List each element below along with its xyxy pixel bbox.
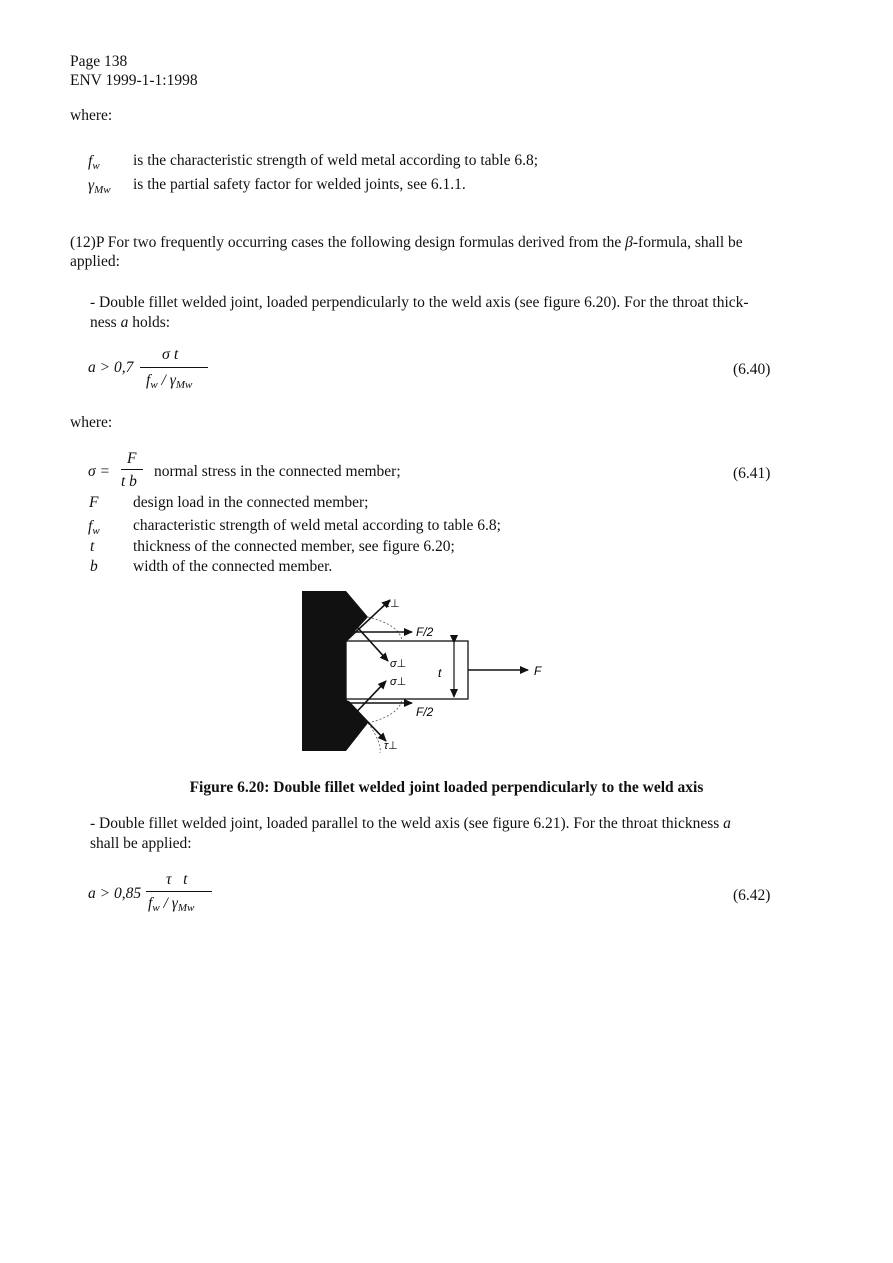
label-f2-top: F/2 (416, 625, 434, 639)
symbol-fw-2: $f_w$ (88, 518, 100, 537)
sigma-lhs: σ = (88, 463, 110, 480)
symbol-b: b (90, 558, 98, 575)
eq641-number: (6.41) (733, 465, 771, 482)
where-label-2: where: (70, 414, 113, 431)
label-tau-top: τ⊥ (386, 598, 400, 610)
definition-t: thickness of the connected member, see figure 6.20; (133, 538, 455, 555)
label-sigma-a: σ⊥ (390, 658, 407, 670)
definition-fw-2: characteristic strength of weld metal according to table 6.8; (133, 517, 501, 534)
symbol-t: t (90, 538, 95, 555)
definition-gamma-mw: is the partial safety factor for welded joints, see 6.1.1. (133, 176, 466, 193)
figure-caption: Figure 6.20: Double fillet welded joint loaded perpendicularly to the weld axis (189, 779, 704, 796)
standard-reference: ENV 1999-1-1:1998 (70, 72, 198, 89)
eq640-numerator: σ t (162, 346, 179, 363)
eq642-denominator: $f_w / \gamma_{Mw}$ (148, 895, 195, 914)
symbol-fw: $f_w$ (88, 153, 100, 172)
eq642-numerator: τ t (166, 871, 188, 888)
definition-F: design load in the connected member; (133, 494, 369, 511)
eq642-fraction-bar (146, 891, 212, 892)
figure-6-20 (290, 585, 560, 760)
symbol-F: F (89, 494, 99, 511)
symbol-gamma-mw: $\gamma_{Mw}$ (88, 177, 111, 196)
label-f2-bottom: F/2 (416, 705, 434, 719)
page-number: Page 138 (70, 53, 128, 70)
case2-line1: - Double fillet welded joint, loaded parallel to the weld axis (see figure 6.21). For the throat thickness a (90, 815, 731, 832)
label-tau-bottom: τ⊥ (384, 740, 398, 752)
label-thickness-t: t (438, 666, 442, 680)
case1-line2: ness a holds: (90, 314, 171, 331)
eq640-fraction-bar (140, 367, 208, 368)
eq642-lhs: a > 0,85 (88, 885, 142, 902)
where-label: where: (70, 107, 113, 124)
label-load-F: F (534, 664, 542, 678)
sigma-numerator: F (127, 450, 137, 467)
eq640-denominator: $f_w / \gamma_{Mw}$ (146, 372, 193, 391)
eq640-number: (6.40) (733, 361, 771, 378)
eq642-number: (6.42) (733, 887, 771, 904)
case1-line1: - Double fillet welded joint, loaded perpendicularly to the weld axis (see figure 6.20). For the throat thick- (90, 294, 749, 311)
label-sigma-b: σ⊥ (390, 676, 407, 688)
definition-fw: is the characteristic strength of weld metal according to table 6.8; (133, 152, 539, 169)
case2-line2: shall be applied: (90, 835, 192, 852)
clause-12p: (12)P For two frequently occurring cases the following design formulas derived from the β-formula, shall be applied: (70, 234, 743, 271)
sigma-definition: normal stress in the connected member; (154, 463, 401, 480)
sigma-denominator: t b (121, 473, 137, 490)
sigma-fraction-bar (121, 469, 143, 470)
definition-b: width of the connected member. (133, 558, 333, 575)
eq640-lhs: a > 0,7 (88, 359, 134, 376)
connected-plate (346, 641, 468, 699)
